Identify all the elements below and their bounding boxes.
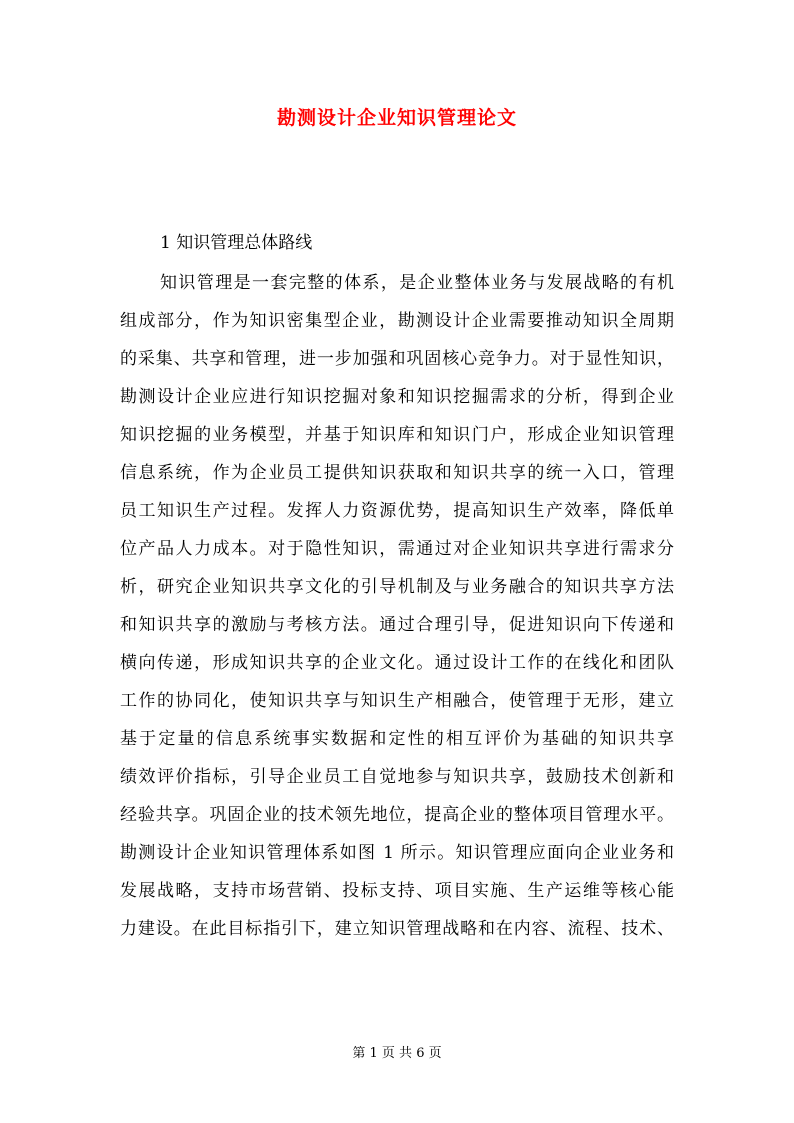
- paragraph-line: 组成部分，作为知识密集型企业，勘测设计企业需要推动知识全周期: [120, 311, 674, 331]
- page-footer: 第 1 页 共 6 页: [352, 1046, 442, 1061]
- paragraph-line: 工作的协同化，使知识共享与知识生产相融合，使管理于无形，建立: [120, 691, 674, 711]
- paragraph-line: 位产品人力成本。对于隐性知识，需通过对企业知识共享进行需求分: [120, 539, 674, 559]
- paragraph-line: 信息系统，作为企业员工提供知识获取和知识共享的统一入口，管理: [120, 463, 674, 483]
- document-title: 勘测设计企业知识管理论文: [276, 107, 517, 129]
- paragraph-line: 绩效评价指标，引导企业员工自觉地参与知识共享，鼓励技术创新和: [120, 767, 674, 787]
- paragraph-line: 勘测设计企业应进行知识挖掘对象和知识挖掘需求的分析，得到企业: [120, 387, 674, 407]
- paragraph-line: 勘测设计企业知识管理体系如图 1 所示。知识管理应面向企业业务和: [120, 843, 674, 863]
- paragraph-line: 析，研究企业知识共享文化的引导机制及与业务融合的知识共享方法: [120, 577, 674, 597]
- paragraph-line: 发展战略，支持市场营销、投标支持、项目实施、生产运维等核心能: [120, 881, 674, 901]
- paragraph-line: 力建设。在此目标指引下，建立知识管理战略和在内容、流程、技术、: [120, 919, 674, 939]
- paragraph-line: 知识管理是一套完整的体系，是企业整体业务与发展战略的有机: [160, 273, 674, 293]
- paragraph-line: 基于定量的信息系统事实数据和定性的相互评价为基础的知识共享: [120, 729, 674, 749]
- paragraph-line: 知识挖掘的业务模型，并基于知识库和知识门户，形成企业知识管理: [120, 425, 674, 445]
- paragraph-line: 和知识共享的激励与考核方法。通过合理引导，促进知识向下传递和: [120, 615, 674, 635]
- section-heading: 1 知识管理总体路线: [160, 233, 313, 253]
- paragraph-line: 横向传递，形成知识共享的企业文化。通过设计工作的在线化和团队: [120, 653, 674, 673]
- paragraph-line: 经验共享。巩固企业的技术领先地位，提高企业的整体项目管理水平。: [120, 805, 674, 825]
- paragraph-line: 的采集、共享和管理，进一步加强和巩固核心竞争力。对于显性知识，: [120, 349, 674, 369]
- paragraph-line: 员工知识生产过程。发挥人力资源优势，提高知识生产效率，降低单: [120, 501, 674, 521]
